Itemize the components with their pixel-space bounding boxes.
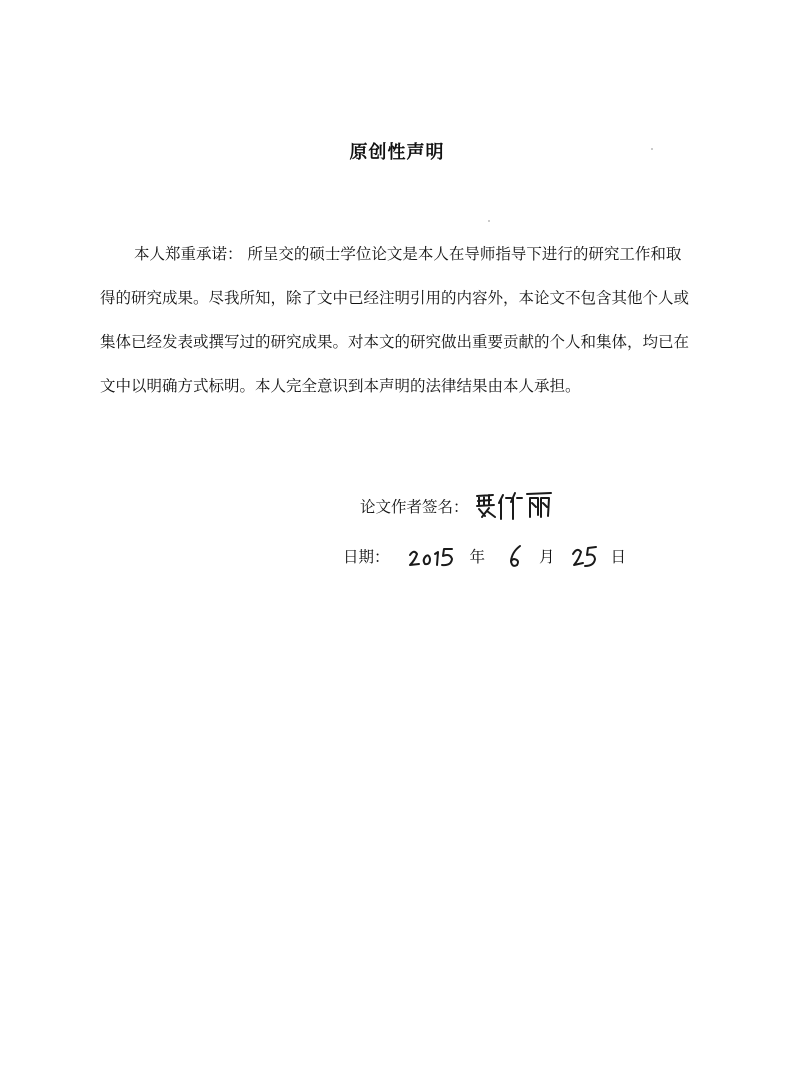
- date-row: [343, 540, 626, 572]
- signature-row: [360, 490, 555, 522]
- handwritten-month: [503, 541, 529, 571]
- handwritten-signature: [473, 489, 555, 523]
- handwritten-day: [571, 541, 601, 571]
- declaration-paragraph: [100, 232, 710, 408]
- page-title: 原创性声明: [349, 142, 445, 163]
- scan-speck: [488, 220, 490, 222]
- day-unit: 日: [610, 548, 627, 566]
- date-label: 日期：: [343, 548, 390, 566]
- signature-label: 论文作者签名：: [360, 498, 469, 516]
- paragraph-line-3: 集体已经发表或撰写过的研究成果。对本文的研究做出重要贡献的个人和集体，均已在: [100, 333, 690, 351]
- paragraph-line-4: 文中以明确方式标明。本人完全意识到本声明的法律结果由本人承担。: [100, 377, 581, 395]
- scan-speck: [651, 148, 653, 150]
- month-unit: 月: [539, 548, 555, 566]
- paragraph-line-2: 得的研究成果。尽我所知，除了文中已经注明引用的内容外，本论文不包含其他个人或: [100, 289, 690, 307]
- handwritten-year: [408, 541, 460, 571]
- paragraph-line-1: 本人郑重承诺： 所呈交的硕士学位论文是本人在导师指导下进行的研究工作和取: [134, 245, 682, 263]
- year-unit: 年: [469, 548, 486, 566]
